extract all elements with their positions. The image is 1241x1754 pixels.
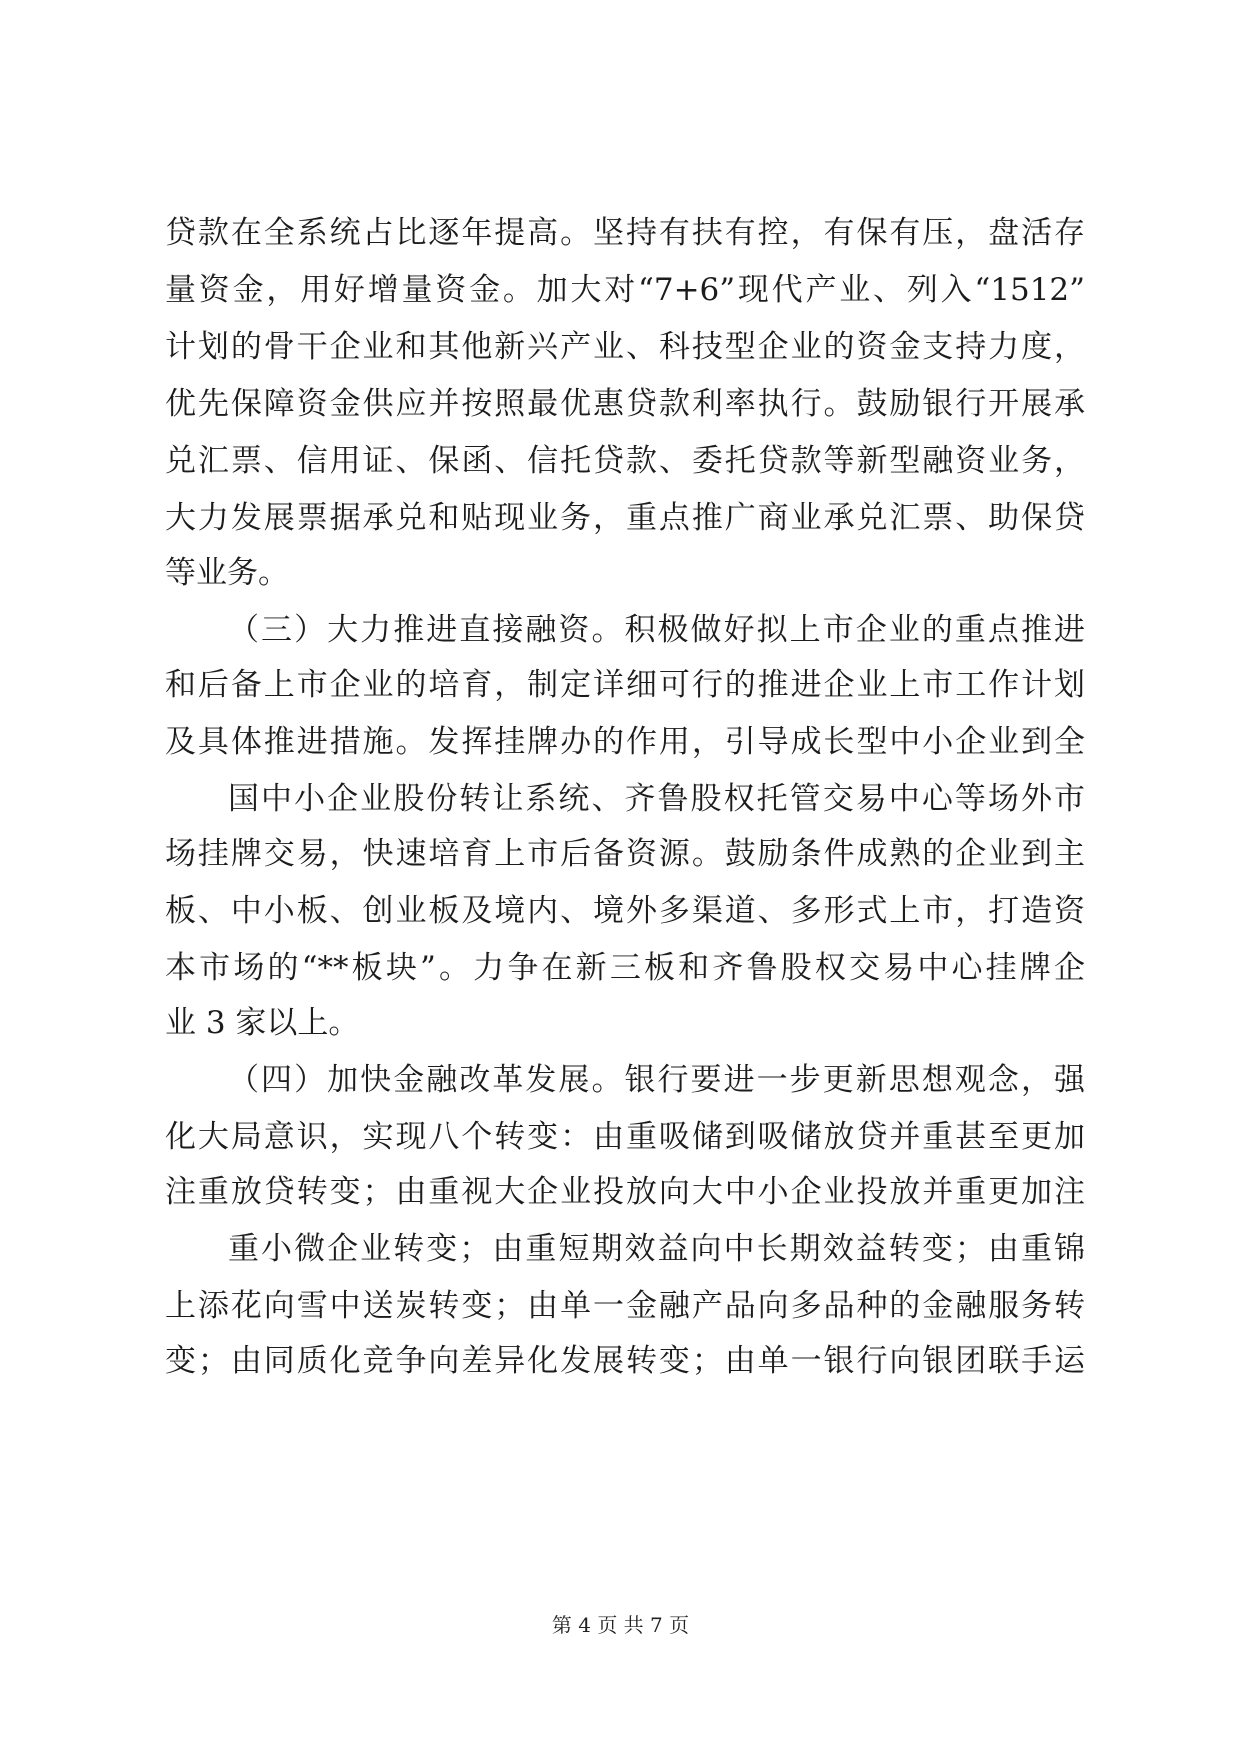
text-line: 上添花向雪中送炭转变；由单一金融产品向多品种的金融服务转: [165, 1288, 1085, 1324]
text-line: 变；由同质化竞争向差异化发展转变；由单一银行向银团联手运: [165, 1343, 1085, 1379]
text-line: 等业务。: [165, 555, 289, 591]
text-line: 贷款在全系统占比逐年提高。坚持有扶有控，有保有压，盘活存: [165, 215, 1085, 251]
text-line: 量资金，用好增量资金。加大对“7+6”现代产业、列入“1512”: [165, 272, 1085, 308]
text-line: 重小微企业转变；由重短期效益向中长期效益转变；由重锦: [228, 1231, 1085, 1267]
text-line: 计划的骨干企业和其他新兴产业、科技型企业的资金支持力度，: [165, 329, 1085, 365]
text-line: 本市场的“**板块”。力争在新三板和齐鲁股权交易中心挂牌企: [165, 950, 1085, 986]
text-line: 板、中小板、创业板及境内、境外多渠道、多形式上市，打造资: [165, 893, 1085, 929]
text-line: 场挂牌交易，快速培育上市后备资源。鼓励条件成熟的企业到主: [165, 836, 1085, 872]
text-line: 大力发展票据承兑和贴现业务，重点推广商业承兑汇票、助保贷: [165, 500, 1085, 536]
text-line: 业 3 家以上。: [165, 1005, 360, 1041]
text-line: （四）加快金融改革发展。银行要进一步更新思想观念，强: [228, 1062, 1085, 1098]
text-line: 兑汇票、信用证、保函、信托贷款、委托贷款等新型融资业务，: [165, 443, 1085, 479]
text-line: 注重放贷转变；由重视大企业投放向大中小企业投放并重更加注: [165, 1174, 1085, 1210]
text-line: 国中小企业股份转让系统、齐鲁股权托管交易中心等场外市: [228, 781, 1085, 817]
text-line: （三）大力推进直接融资。积极做好拟上市企业的重点推进: [228, 612, 1085, 648]
text-line: 优先保障资金供应并按照最优惠贷款利率执行。鼓励银行开展承: [165, 386, 1085, 422]
text-line: 及具体推进措施。发挥挂牌办的作用，引导成长型中小企业到全: [165, 724, 1085, 760]
text-line: 和后备上市企业的培育，制定详细可行的推进企业上市工作计划: [165, 667, 1085, 703]
page-footer: 第 4 页 共 7 页: [551, 1613, 690, 1637]
text-line: 化大局意识，实现八个转变：由重吸储到吸储放贷并重甚至更加: [165, 1119, 1085, 1155]
